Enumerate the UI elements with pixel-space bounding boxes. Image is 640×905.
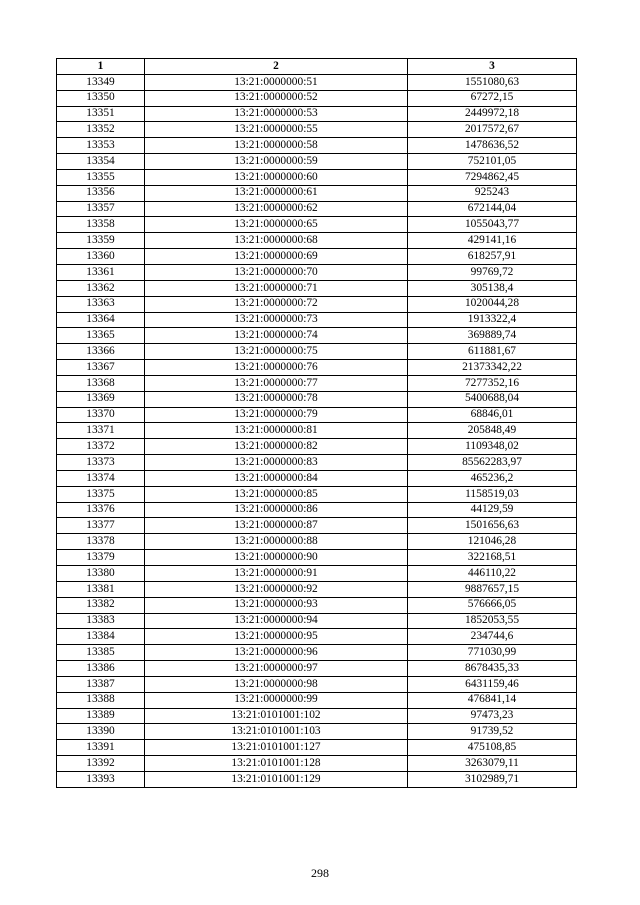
table-row bbox=[57, 217, 577, 233]
cell-number: 13386 bbox=[57, 661, 145, 677]
cell-cadastral-id: 13:21:0000000:69 bbox=[145, 249, 408, 265]
cell-number: 13370 bbox=[57, 407, 145, 423]
table-header bbox=[57, 59, 577, 75]
cell-value: 6431159,46 bbox=[408, 676, 577, 692]
cell-number: 13375 bbox=[57, 486, 145, 502]
cell-number: 13377 bbox=[57, 518, 145, 534]
cell-cadastral-id: 13:21:0101001:128 bbox=[145, 756, 408, 772]
cell-cadastral-id: 13:21:0000000:95 bbox=[145, 629, 408, 645]
table-row bbox=[57, 391, 577, 407]
cell-cadastral-id: 13:21:0000000:75 bbox=[145, 344, 408, 360]
cell-value: 1109348,02 bbox=[408, 439, 577, 455]
cell-number: 13353 bbox=[57, 138, 145, 154]
cell-value: 8678435,33 bbox=[408, 661, 577, 677]
cell-number: 13362 bbox=[57, 280, 145, 296]
cell-cadastral-id: 13:21:0000000:91 bbox=[145, 566, 408, 582]
table-row bbox=[57, 708, 577, 724]
cell-number: 13354 bbox=[57, 154, 145, 170]
cell-value: 3263079,11 bbox=[408, 756, 577, 772]
table-row bbox=[57, 74, 577, 90]
cell-number: 13371 bbox=[57, 423, 145, 439]
cell-value: 21373342,22 bbox=[408, 360, 577, 376]
cell-number: 13374 bbox=[57, 470, 145, 486]
cell-number: 13351 bbox=[57, 106, 145, 122]
table-row bbox=[57, 470, 577, 486]
cell-value: 68846,01 bbox=[408, 407, 577, 423]
cell-cadastral-id: 13:21:0000000:76 bbox=[145, 360, 408, 376]
table-row bbox=[57, 407, 577, 423]
cell-cadastral-id: 13:21:0101001:129 bbox=[145, 771, 408, 787]
cell-value: 121046,28 bbox=[408, 534, 577, 550]
cell-cadastral-id: 13:21:0000000:65 bbox=[145, 217, 408, 233]
table-row bbox=[57, 486, 577, 502]
table-row bbox=[57, 740, 577, 756]
table-row bbox=[57, 122, 577, 138]
table-body bbox=[57, 74, 577, 787]
cell-number: 13389 bbox=[57, 708, 145, 724]
cell-cadastral-id: 13:21:0000000:60 bbox=[145, 169, 408, 185]
table-row bbox=[57, 201, 577, 217]
cell-value: 465236,2 bbox=[408, 470, 577, 486]
cell-number: 13390 bbox=[57, 724, 145, 740]
cell-number: 13350 bbox=[57, 90, 145, 106]
cell-number: 13384 bbox=[57, 629, 145, 645]
table-row bbox=[57, 360, 577, 376]
header-cell-1: 1 bbox=[57, 59, 145, 75]
cell-cadastral-id: 13:21:0101001:103 bbox=[145, 724, 408, 740]
cell-number: 13378 bbox=[57, 534, 145, 550]
cell-value: 1020044,28 bbox=[408, 296, 577, 312]
cell-cadastral-id: 13:21:0000000:70 bbox=[145, 264, 408, 280]
cell-cadastral-id: 13:21:0000000:87 bbox=[145, 518, 408, 534]
cell-value: 429141,16 bbox=[408, 233, 577, 249]
table-row bbox=[57, 169, 577, 185]
cell-number: 13356 bbox=[57, 185, 145, 201]
cell-number: 13385 bbox=[57, 645, 145, 661]
table-row bbox=[57, 692, 577, 708]
table-row bbox=[57, 645, 577, 661]
cell-value: 44129,59 bbox=[408, 502, 577, 518]
cell-number: 13372 bbox=[57, 439, 145, 455]
cell-value: 1913322,4 bbox=[408, 312, 577, 328]
cell-number: 13363 bbox=[57, 296, 145, 312]
cell-value: 322168,51 bbox=[408, 550, 577, 566]
cell-value: 2449972,18 bbox=[408, 106, 577, 122]
cell-number: 13376 bbox=[57, 502, 145, 518]
cell-number: 13365 bbox=[57, 328, 145, 344]
cell-number: 13379 bbox=[57, 550, 145, 566]
cell-value: 1852053,55 bbox=[408, 613, 577, 629]
cell-cadastral-id: 13:21:0000000:58 bbox=[145, 138, 408, 154]
cell-number: 13367 bbox=[57, 360, 145, 376]
cell-value: 771030,99 bbox=[408, 645, 577, 661]
table-row bbox=[57, 756, 577, 772]
cell-value: 9887657,15 bbox=[408, 581, 577, 597]
cell-value: 234744,6 bbox=[408, 629, 577, 645]
table-row bbox=[57, 375, 577, 391]
cell-value: 1055043,77 bbox=[408, 217, 577, 233]
cell-number: 13381 bbox=[57, 581, 145, 597]
cell-cadastral-id: 13:21:0000000:83 bbox=[145, 455, 408, 471]
cell-value: 475108,85 bbox=[408, 740, 577, 756]
table-row bbox=[57, 312, 577, 328]
cell-number: 13382 bbox=[57, 597, 145, 613]
cell-value: 99769,72 bbox=[408, 264, 577, 280]
table-row bbox=[57, 233, 577, 249]
table-row bbox=[57, 154, 577, 170]
cell-value: 1501656,63 bbox=[408, 518, 577, 534]
table-row bbox=[57, 423, 577, 439]
cell-cadastral-id: 13:21:0000000:71 bbox=[145, 280, 408, 296]
cell-cadastral-id: 13:21:0000000:62 bbox=[145, 201, 408, 217]
cell-number: 13391 bbox=[57, 740, 145, 756]
header-cell-2: 2 bbox=[145, 59, 408, 75]
cell-cadastral-id: 13:21:0000000:88 bbox=[145, 534, 408, 550]
cell-value: 1478636,52 bbox=[408, 138, 577, 154]
cell-cadastral-id: 13:21:0000000:84 bbox=[145, 470, 408, 486]
cell-cadastral-id: 13:21:0000000:82 bbox=[145, 439, 408, 455]
table-row bbox=[57, 439, 577, 455]
table-row bbox=[57, 455, 577, 471]
cell-number: 13388 bbox=[57, 692, 145, 708]
table-row bbox=[57, 280, 577, 296]
cell-number: 13368 bbox=[57, 375, 145, 391]
table-row bbox=[57, 296, 577, 312]
table-row bbox=[57, 629, 577, 645]
cell-number: 13352 bbox=[57, 122, 145, 138]
cell-value: 2017572,67 bbox=[408, 122, 577, 138]
table-row bbox=[57, 328, 577, 344]
cell-value: 476841,14 bbox=[408, 692, 577, 708]
cell-number: 13358 bbox=[57, 217, 145, 233]
cell-value: 85562283,97 bbox=[408, 455, 577, 471]
cell-cadastral-id: 13:21:0000000:77 bbox=[145, 375, 408, 391]
table-row bbox=[57, 344, 577, 360]
cell-cadastral-id: 13:21:0000000:72 bbox=[145, 296, 408, 312]
table-row bbox=[57, 676, 577, 692]
cell-cadastral-id: 13:21:0000000:73 bbox=[145, 312, 408, 328]
cell-number: 13380 bbox=[57, 566, 145, 582]
cell-cadastral-id: 13:21:0101001:102 bbox=[145, 708, 408, 724]
cell-cadastral-id: 13:21:0101001:127 bbox=[145, 740, 408, 756]
cell-number: 13366 bbox=[57, 344, 145, 360]
cell-value: 91739,52 bbox=[408, 724, 577, 740]
cell-cadastral-id: 13:21:0000000:92 bbox=[145, 581, 408, 597]
cell-value: 3102989,71 bbox=[408, 771, 577, 787]
cell-value: 5400688,04 bbox=[408, 391, 577, 407]
cell-cadastral-id: 13:21:0000000:78 bbox=[145, 391, 408, 407]
table-row bbox=[57, 550, 577, 566]
cell-number: 13364 bbox=[57, 312, 145, 328]
cell-cadastral-id: 13:21:0000000:55 bbox=[145, 122, 408, 138]
cell-cadastral-id: 13:21:0000000:99 bbox=[145, 692, 408, 708]
cell-value: 369889,74 bbox=[408, 328, 577, 344]
table-row bbox=[57, 566, 577, 582]
table-row bbox=[57, 138, 577, 154]
cell-number: 13357 bbox=[57, 201, 145, 217]
table-row bbox=[57, 106, 577, 122]
cell-cadastral-id: 13:21:0000000:98 bbox=[145, 676, 408, 692]
header-row bbox=[57, 59, 577, 75]
cell-value: 7277352,16 bbox=[408, 375, 577, 391]
table-row bbox=[57, 661, 577, 677]
cell-cadastral-id: 13:21:0000000:85 bbox=[145, 486, 408, 502]
cell-cadastral-id: 13:21:0000000:93 bbox=[145, 597, 408, 613]
cell-cadastral-id: 13:21:0000000:90 bbox=[145, 550, 408, 566]
table-row bbox=[57, 249, 577, 265]
cell-cadastral-id: 13:21:0000000:74 bbox=[145, 328, 408, 344]
table-row bbox=[57, 613, 577, 629]
table-row bbox=[57, 724, 577, 740]
table-row bbox=[57, 771, 577, 787]
cell-number: 13393 bbox=[57, 771, 145, 787]
cell-value: 205848,49 bbox=[408, 423, 577, 439]
cell-number: 13373 bbox=[57, 455, 145, 471]
table-row bbox=[57, 581, 577, 597]
cell-cadastral-id: 13:21:0000000:61 bbox=[145, 185, 408, 201]
data-table bbox=[56, 58, 577, 788]
cell-value: 925243 bbox=[408, 185, 577, 201]
cell-cadastral-id: 13:21:0000000:53 bbox=[145, 106, 408, 122]
cell-cadastral-id: 13:21:0000000:86 bbox=[145, 502, 408, 518]
cell-cadastral-id: 13:21:0000000:52 bbox=[145, 90, 408, 106]
cell-cadastral-id: 13:21:0000000:96 bbox=[145, 645, 408, 661]
cell-value: 97473,23 bbox=[408, 708, 577, 724]
cell-cadastral-id: 13:21:0000000:97 bbox=[145, 661, 408, 677]
table-row bbox=[57, 534, 577, 550]
cell-value: 446110,22 bbox=[408, 566, 577, 582]
cell-number: 13383 bbox=[57, 613, 145, 629]
cell-value: 576666,05 bbox=[408, 597, 577, 613]
cell-value: 305138,4 bbox=[408, 280, 577, 296]
cell-value: 618257,91 bbox=[408, 249, 577, 265]
table-row bbox=[57, 518, 577, 534]
table-row bbox=[57, 185, 577, 201]
cell-number: 13355 bbox=[57, 169, 145, 185]
cell-value: 752101,05 bbox=[408, 154, 577, 170]
page-number: 298 bbox=[311, 866, 329, 880]
cell-number: 13361 bbox=[57, 264, 145, 280]
table-row bbox=[57, 597, 577, 613]
cell-cadastral-id: 13:21:0000000:81 bbox=[145, 423, 408, 439]
cell-number: 13360 bbox=[57, 249, 145, 265]
header-cell-3: 3 bbox=[408, 59, 577, 75]
cell-value: 1551080,63 bbox=[408, 74, 577, 90]
cell-value: 7294862,45 bbox=[408, 169, 577, 185]
cell-cadastral-id: 13:21:0000000:79 bbox=[145, 407, 408, 423]
cell-number: 13369 bbox=[57, 391, 145, 407]
cell-value: 611881,67 bbox=[408, 344, 577, 360]
cell-value: 67272,15 bbox=[408, 90, 577, 106]
table-row bbox=[57, 502, 577, 518]
cell-cadastral-id: 13:21:0000000:59 bbox=[145, 154, 408, 170]
table-row bbox=[57, 264, 577, 280]
cell-value: 672144,04 bbox=[408, 201, 577, 217]
cell-number: 13359 bbox=[57, 233, 145, 249]
cell-cadastral-id: 13:21:0000000:51 bbox=[145, 74, 408, 90]
table-row bbox=[57, 90, 577, 106]
cell-value: 1158519,03 bbox=[408, 486, 577, 502]
cell-number: 13392 bbox=[57, 756, 145, 772]
cell-number: 13387 bbox=[57, 676, 145, 692]
cell-cadastral-id: 13:21:0000000:68 bbox=[145, 233, 408, 249]
cell-cadastral-id: 13:21:0000000:94 bbox=[145, 613, 408, 629]
cell-number: 13349 bbox=[57, 74, 145, 90]
